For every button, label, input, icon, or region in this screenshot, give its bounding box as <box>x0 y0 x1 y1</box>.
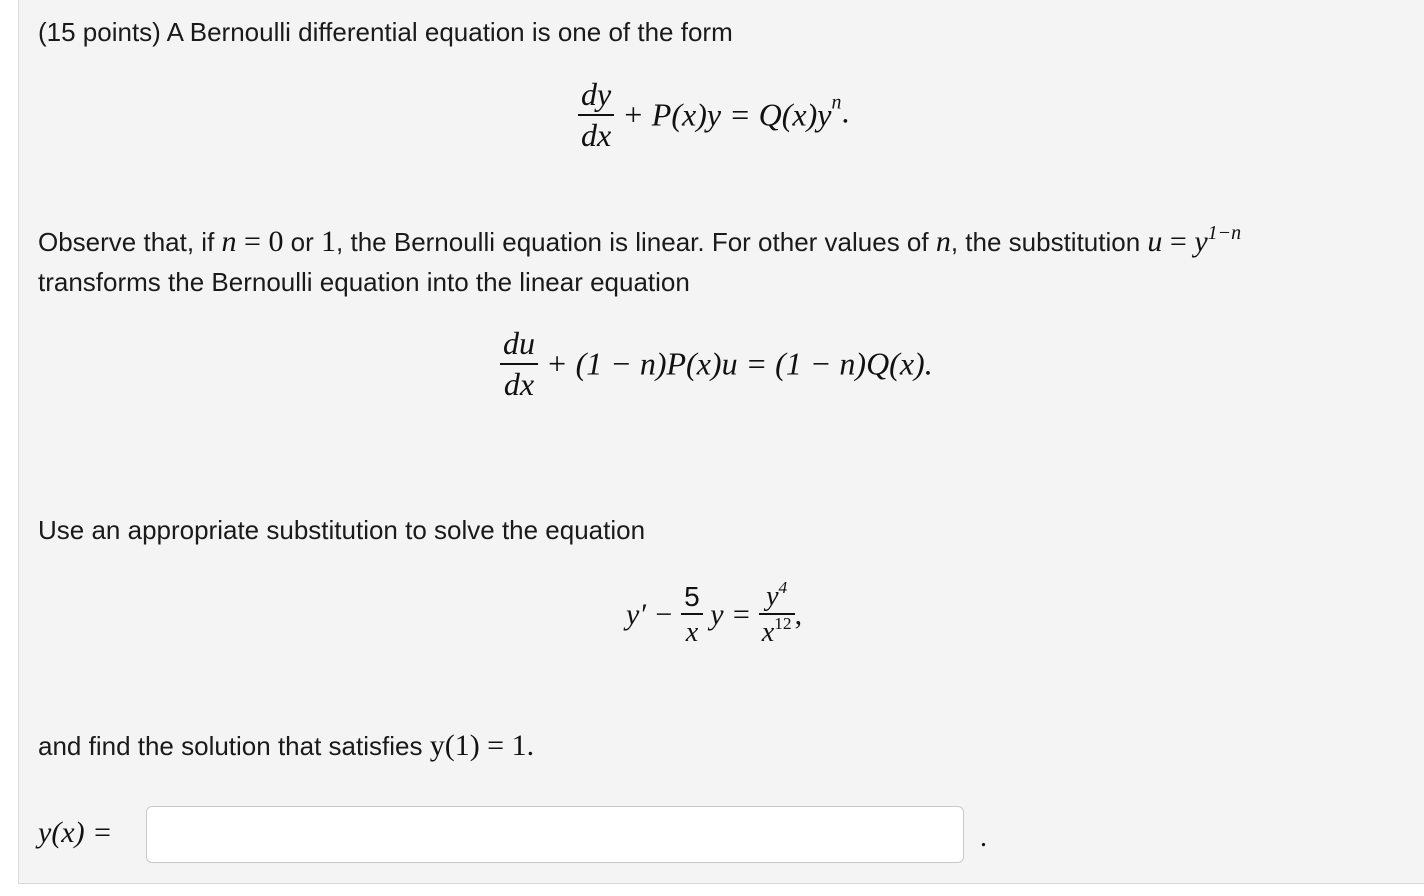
answer-input[interactable] <box>146 806 964 863</box>
linear-equation <box>500 327 933 401</box>
y-prime: y′ − <box>626 597 674 631</box>
five-over-x-fraction: $\frac{5}{x}$ <box>681 582 703 648</box>
linear-rest: + (1 − n)P(x)u = (1 − n)Q(x). <box>546 345 933 382</box>
instruction-text: Use an appropriate substitution to solve the equation <box>38 515 646 545</box>
condition-text: and find the solution that satisfies y(1) = 1. <box>38 729 535 762</box>
bernoulli-period: . <box>841 93 850 130</box>
du-dx-fraction: $\frac{du}{dx}$ <box>500 327 538 401</box>
observe-text: Observe that, if n = 0 or 1, the Bernoulli equation is linear. For other values of n, the substitution $u = y^{1-n}$ <box>38 222 1242 258</box>
bernoulli-exponent: n <box>831 91 842 114</box>
transforms-text: transforms the Bernoulli equation into the linear equation <box>38 267 690 297</box>
bernoulli-equation <box>578 78 849 152</box>
answer-trailing-period: . <box>980 822 987 853</box>
answer-label: y(x) = <box>38 816 113 849</box>
y4-over-x12-fraction: $\frac{y^4}{x^{12}}$ <box>759 582 795 648</box>
intro-text: (15 points) A Bernoulli differential equation is one of the form <box>38 17 733 47</box>
y-equals: y = <box>710 597 752 631</box>
dy-dx-fraction: $\frac{dy}{dx}$ <box>578 78 614 152</box>
initial-condition: y(1) = 1. <box>429 729 535 762</box>
bernoulli-rest: + P(x)y = Q(x)y <box>622 96 832 133</box>
given-equation: y′ − $\frac{5}{x}$ y = $\frac{y^4}{x^{12}}$ , <box>626 577 803 649</box>
